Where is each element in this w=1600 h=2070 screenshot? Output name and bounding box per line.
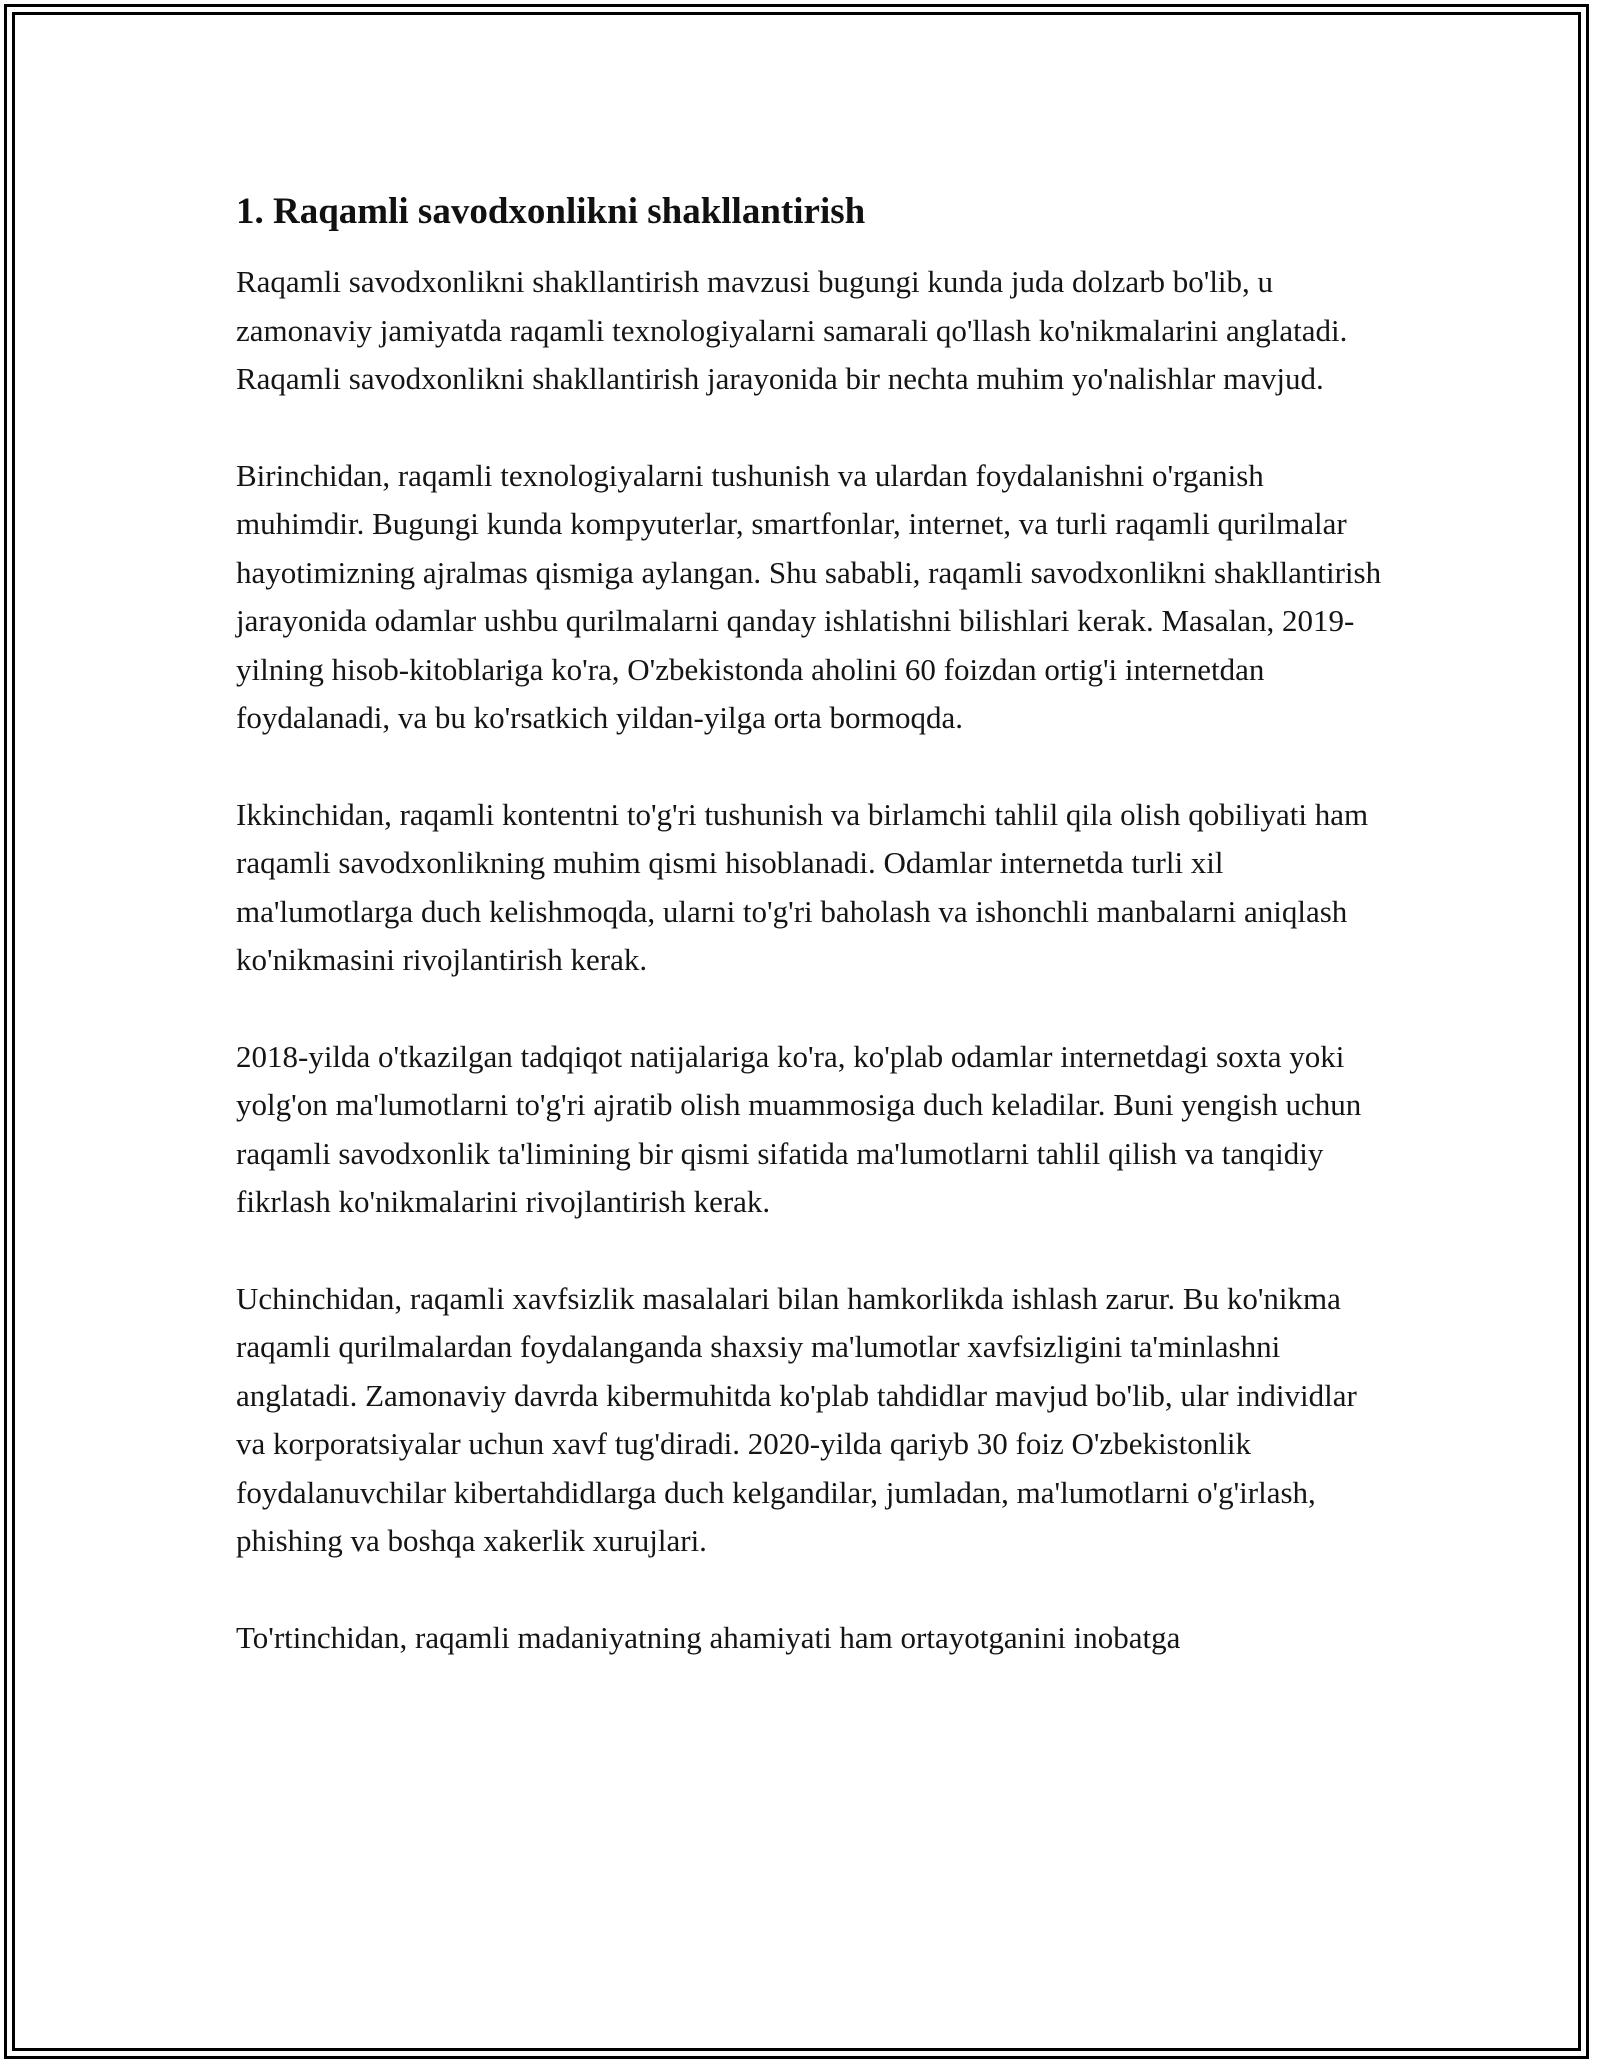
paragraph-research-2018: 2018-yilda o'tkazilgan tadqiqot natijalariga ko'ra, ko'plab odamlar internetdagi soxta yoki yolg'on ma'lumotlarni to'g'ri ajratib olish muammosiga duch keladilar. Buni yengish uchun raqamli savodxonlik ta'limining bir qismi sifatida ma'lumotlarni tahlil qilish va tanqidiy fikrlash ko'nikmalarini rivojlantirish kerak. — [236, 1038, 1362, 1219]
paragraph-first-point: Birinchidan, raqamli texnologiyalarni tushunish va ulardan foydalanishni o'rganish muhimdir. Bugungi kunda kompyuterlar, smartfonlar, internet, va turli raqamli qurilmalar hayotimizning ajralmas qismiga aylangan. Shu sababli, raqamli savodxonlikni shakllantirish jarayonida odamlar ushbu qurilmalarni qanday ishlatishni bilishlari kerak. Masalan, 2019-yilning hisob-kitoblariga ko'ra, O'zbekistonda aholini 60 foizdan ortig'i internetdan foydalanadi, va bu ko'rsatkich yildan-yilga orta bormoqda. — [236, 457, 1382, 735]
document-body — [236, 186, 1386, 1710]
paragraph-second-point: Ikkinchidan, raqamli kontentni to'g'ri tushunish va birlamchi tahlil qila olish qobiliyati ham raqamli savodxonlikning muhim qismi hisoblanadi. Odamlar internetda turli xil ma'lumotlarga duch kelishmoqda, ularni to'g'ri baholash va ishonchli manbalarni aniqlash ko'nikmasini rivojlantirish kerak. — [236, 796, 1369, 977]
paragraph-fourth-point: To'rtinchidan, raqamli madaniyatning ahamiyati ham ortayotganini inobatga — [236, 1619, 1181, 1655]
paragraph-third-point: Uchinchidan, raqamli xavfsizlik masalalari bilan hamkorlikda ishlash zarur. Bu ko'nikma raqamli qurilmalardan foydalanganda shaxsiy ma'lumotlar xavfsizligini ta'minlashni anglatadi. Zamonaviy davrda kibermuhitda ko'plab tahdidlar mavjud bo'lib, ular individlar va korporatsiyalar uchun xavf tug'diradi. 2020-yilda qariyb 30 foiz O'zbekistonlik foydalanuvchilar kibertahdidlarga duch kelgandilar, jumladan, ma'lumotlarni o'g'irlash, phishing va boshqa xakerlik xurujlari. — [236, 1280, 1357, 1558]
section-heading: 1. Raqamli savodxonlikni shakllantirish — [236, 191, 866, 232]
paragraph-intro: Raqamli savodxonlikni shakllantirish mavzusi bugungi kunda juda dolzarb bo'lib, u zamonaviy jamiyatda raqamli texnologiyalarni samarali qo'llash ko'nikmalarini anglatadi. Raqamli savodxonlikni shakllantirish jarayonida bir nechta muhim yo'nalishlar mavjud. — [236, 264, 1348, 396]
